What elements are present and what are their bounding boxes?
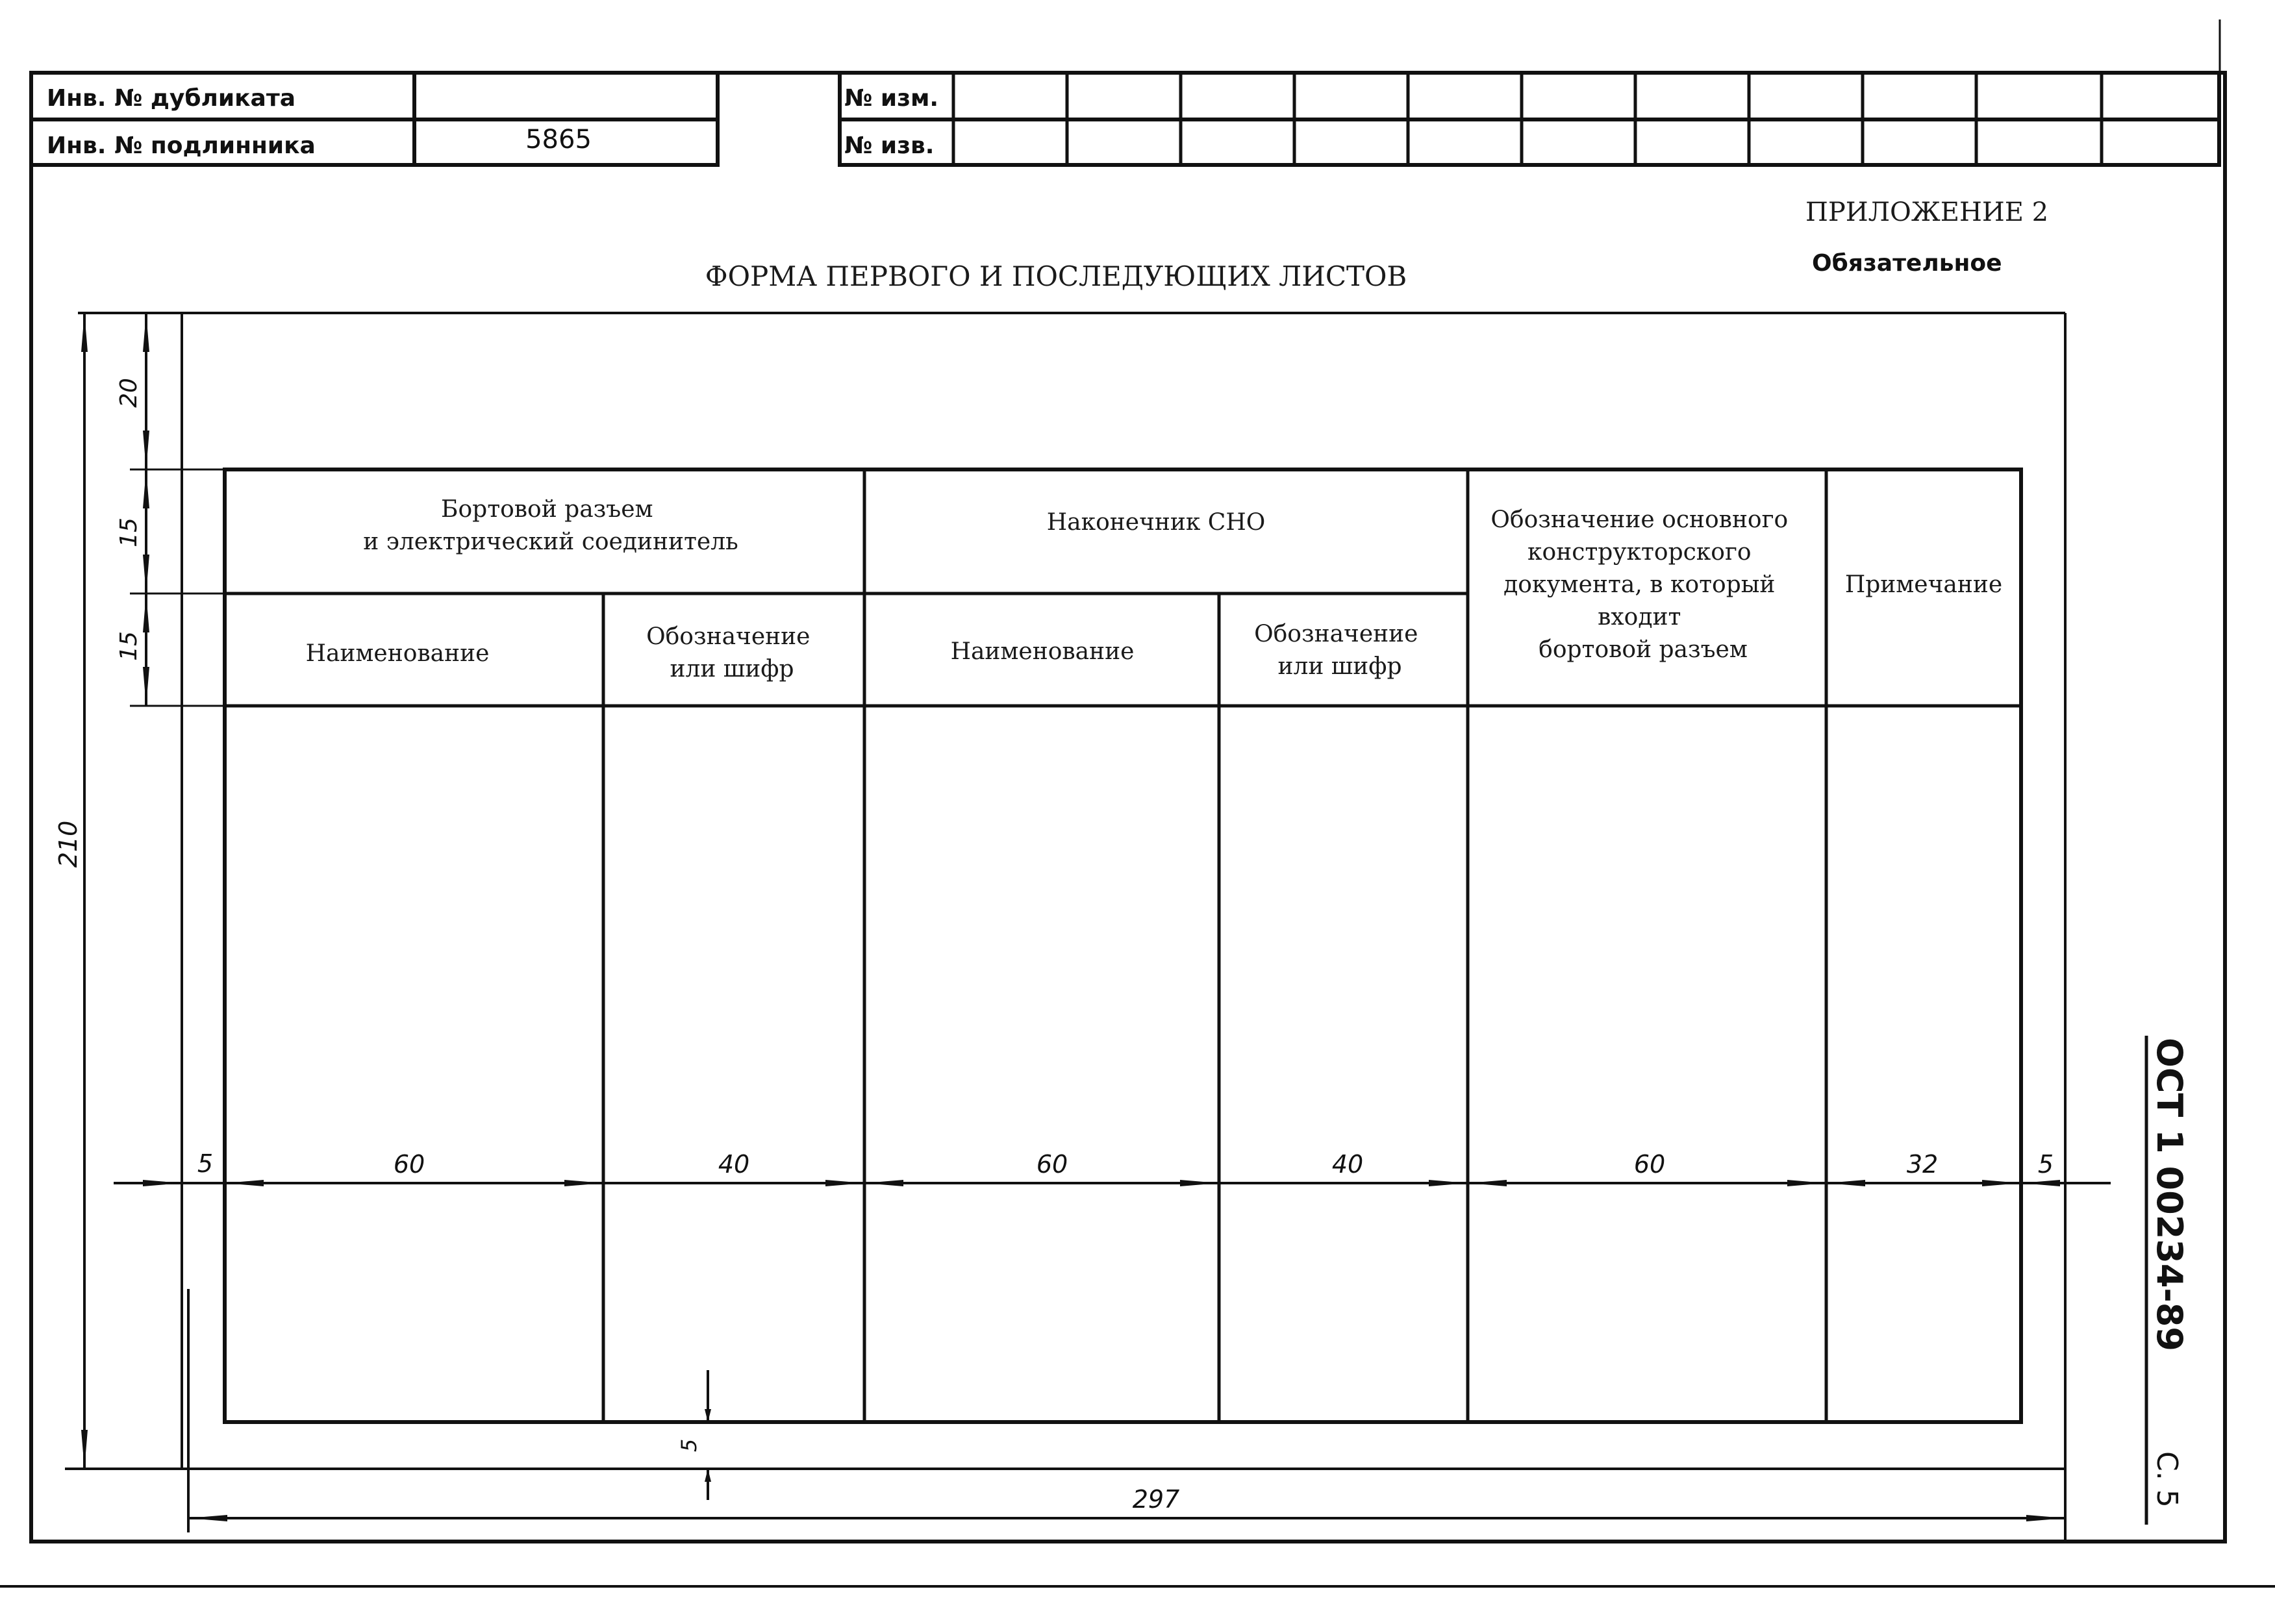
total-width-dimension: [188, 1289, 2065, 1532]
dim-col2: 40: [718, 1150, 750, 1179]
header-col-name-2: Наименование: [950, 638, 1135, 665]
inv-original-value: 5865: [525, 125, 592, 155]
dim-col3: 60: [1036, 1150, 1068, 1179]
header-group-tip: Наконечник СНО: [1046, 509, 1266, 536]
header-col-code-1: Обозначение или шифр: [646, 623, 811, 682]
header-col-code-2: Обозначение или шифр: [1254, 621, 1418, 680]
dim-col6: 32: [1906, 1150, 1939, 1179]
dim-left-margin: 5: [197, 1149, 214, 1178]
dim-total-height: 210: [54, 820, 82, 868]
header-group-connector: Бортовой разъем и электрический соединитель: [363, 496, 738, 555]
dim-right-margin: 5: [2037, 1150, 2054, 1179]
appendix-subtitle: Обязательное: [1812, 250, 2002, 277]
header-col-note: Примечание: [1844, 571, 2003, 598]
notice-number-label: № изв.: [844, 132, 935, 159]
header-col-name-1: Наименование: [305, 640, 490, 667]
sheet-outline: [65, 313, 2065, 1540]
page-number: С. 5: [2150, 1451, 2183, 1508]
doc-number: ОСТ 1 00234-89: [2149, 1038, 2190, 1351]
dim-header-row1: 15: [116, 518, 142, 547]
inv-original-label: Инв. № подлинника: [47, 132, 316, 159]
form-table: [130, 469, 2021, 1422]
dim-col4: 40: [1331, 1150, 1364, 1179]
inventory-stamp: [31, 73, 718, 165]
header-col-document: Обозначение основного конструкторского документа, в который входит бортовой разъем: [1490, 506, 1789, 663]
dim-top-offset: 20: [116, 378, 142, 408]
dim-col5: 60: [1633, 1150, 1666, 1179]
change-number-label: № изм.: [844, 85, 939, 112]
inv-duplicate-label: Инв. № дубликата: [47, 85, 295, 112]
revision-stamp: [840, 73, 2219, 165]
dim-bottom-margin: 5: [677, 1438, 701, 1453]
dim-header-row2: 15: [116, 631, 142, 661]
dim-col1: 60: [393, 1150, 425, 1179]
dim-total-width: 297: [1132, 1485, 1180, 1514]
form-title: ФОРМА ПЕРВОГО И ПОСЛЕДУЮЩИХ ЛИСТОВ: [705, 260, 1407, 292]
appendix-title: ПРИЛОЖЕНИЕ 2: [1805, 197, 2049, 227]
